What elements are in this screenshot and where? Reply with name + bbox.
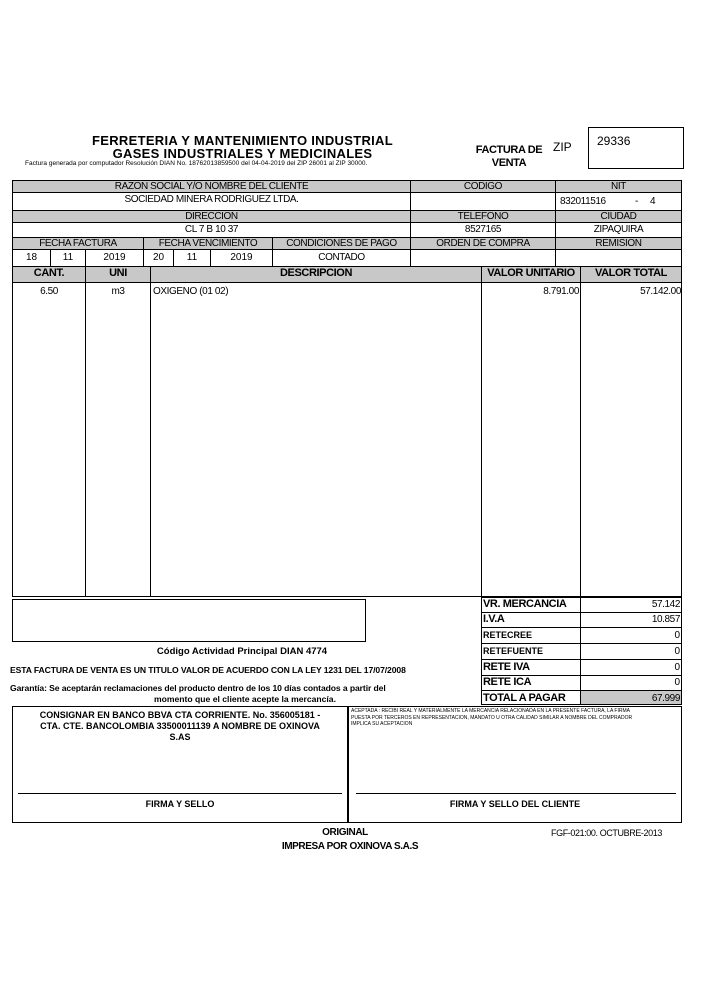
retecree-label: RETECREE [483,630,533,640]
signature-line [18,793,342,794]
column-header-total: VALOR TOTAL [595,268,667,279]
copy-label: ORIGINAL [322,827,368,838]
company-activity: GASES INDUSTRIALES Y MEDICINALES [112,146,373,161]
nit-check-digit: 4 [650,196,656,207]
invoice-year: 2019 [103,252,126,263]
activity-code: Código Actividad Principal DIAN 4774 [156,646,328,657]
nit-label: NIT [611,181,626,192]
column-header-description: DESCRIPCION [280,268,352,279]
title-value-notice: ESTA FACTURA DE VENTA ES UN TITULO VALOR DE ACUERDO CON LA LEY 1231 DEL 17/07/2008 [10,665,406,675]
item-qty: 6.50 [40,286,58,297]
form-code: FGF-021:00. OCTUBRE-2013 [551,828,662,838]
remission-label: REMISION [595,238,642,249]
invoice-number: 29336 [597,134,631,148]
city: ZIPAQUIRÁ [593,224,644,235]
warranty-line-2: momento que el cliente acepte la mercancía. [154,694,336,704]
client-signature-line [356,793,676,794]
due-day: 20 [152,252,165,263]
item-unit-price: 8.791.00 [543,286,579,297]
column-header-unit-price: VALOR UNITARIO [487,268,575,279]
address-label: DIRECCION [185,211,238,222]
zip-label: ZIP [553,140,572,154]
retefuente-value: 0 [674,646,680,657]
client-signature-label: FIRMA Y SELLO DEL CLIENTE [449,799,581,809]
acceptance-line-1: ACEPTADA : RECIBI REAL Y MATERIALMENTE LA MERCANCIA RELACIONADA EN LA PRESENTE FACTURA, LA FIRMA [351,708,630,714]
document-type-2: VENTA [491,157,527,169]
acceptance-line-2: PUESTA POR TERCEROS EN REPRESENTACION, MANDATO U OTRA CALIDAD SIMILAR A NOMBRE DEL COMPRADOR [351,714,633,721]
address: CL 7 B 10 37 [184,224,239,235]
document-type: FACTURA DE [475,144,543,156]
total-value: 67.999 [651,693,680,704]
item-unit: m3 [111,286,125,297]
observations-box [12,599,366,642]
warranty-line-1: Garantía: Se aceptarán reclamaciones del producto dentro de los 10 días contados a partir del [10,683,386,693]
iva-label: I.V.A [483,614,505,625]
invoice-day: 18 [25,252,38,263]
payment-terms-label: CONDICIONES DE PAGO [286,238,397,249]
payment-terms: CONTADO [318,252,365,263]
invoice-date-label: FECHA FACTURA [39,238,117,249]
city-label: CIUDAD [600,211,637,222]
invoice-number-box [588,127,684,169]
due-date-label: FECHA VENCIMIENTO [158,238,258,249]
nit-dash: - [635,196,639,207]
nit-value: 832011516 [560,196,606,207]
bank-account-line-3: S.AS [169,732,191,742]
reteiva-value: 0 [674,662,680,673]
retecree-value: 0 [674,630,680,641]
item-total: 57.142.00 [640,286,681,297]
items-table [12,266,682,597]
client-name: SOCIEDAD MINERA RODRIGUEZ LTDA. [124,194,299,205]
bank-account-line-1: CONSIGNAR EN BANCO BBVA CTA CORRIENTE. No. 356005181 - [39,710,321,720]
company-name: FERRETERIA Y MANTENIMIENTO INDUSTRIAL [92,133,393,148]
client-code-label: CODIGO [463,181,503,192]
acceptance-line-3: IMPLICA SU ACEPTACION [351,721,413,727]
phone: 8527165 [464,224,502,235]
dian-resolution: Factura generada por computador Resolución DIAN No. 18762013859500 del 04-04-2019 del ZIP 26001 al ZIP 30000. [25,160,368,167]
merchandise-value: 57.142 [651,599,680,610]
total-label: TOTAL A PAGAR [483,693,566,704]
invoice-month: 11 [62,252,74,263]
reteica-value: 0 [674,677,680,688]
due-year: 2019 [230,252,253,263]
signature-label: FIRMA Y SELLO [145,799,215,809]
reteica-label: RETE ICA [483,677,532,688]
client-name-label: RAZON SOCIAL Y/O NOMBRE DEL CLIENTE [114,181,309,192]
retefuente-label: RETEFUENTE [483,646,544,656]
iva-value: 10.857 [651,614,680,625]
bank-account-line-2: CTA. CTE. BANCOLOMBIA 33500011139 A NOMBRE DE OXINOVA [40,721,320,731]
phone-label: TELEFONO [457,211,509,222]
due-month: 11 [186,252,198,263]
column-header-qty: CANT. [33,268,65,279]
merchandise-label: VR. MERCANCIA [483,599,567,610]
item-description: OXIGENO (01 02) [153,286,229,297]
printer-label: IMPRESA POR OXINOVA S.A.S [281,841,419,852]
purchase-order-label: ORDEN DE COMPRA [436,238,530,249]
column-header-unit: UNI [109,268,127,279]
reteiva-label: RETE IVA [483,662,530,673]
